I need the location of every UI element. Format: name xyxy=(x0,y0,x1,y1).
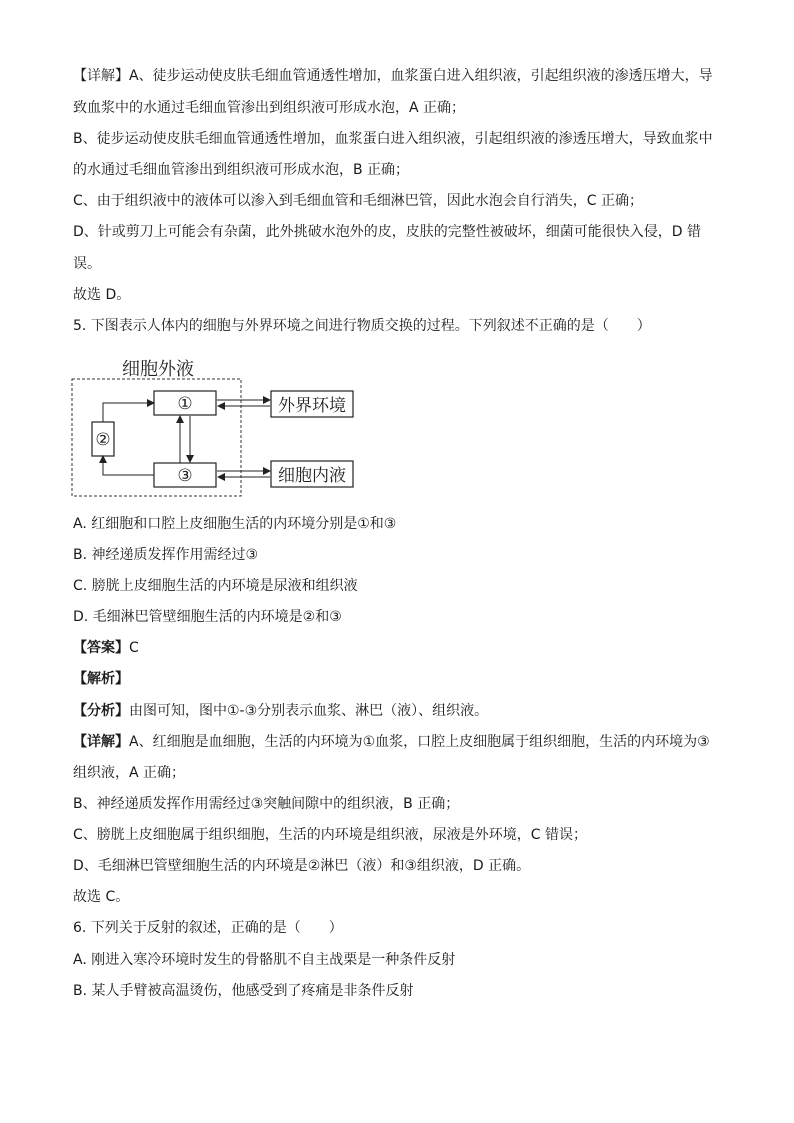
question-5-stem: 5. 下图表示人体内的细胞与外界环境之间进行物质交换的过程。下列叙述不正确的是（ ） xyxy=(73,318,651,334)
plasma-box-label: ① xyxy=(177,394,193,414)
fenxi-line xyxy=(73,701,488,721)
question-6-stem: 6. 下列关于反射的叙述，正确的是（ ） xyxy=(73,920,343,936)
option-c: C. 膀胱上皮细胞生活的内环境是尿液和组织液 xyxy=(73,578,358,594)
xiangjie-text: A、红细胞是血细胞，生活的内环境为①血浆，口腔上皮细胞属于组织细胞，生活的内环境为③ xyxy=(129,734,710,750)
extracellular-fluid-label: 细胞外液 xyxy=(122,359,194,380)
text-line: B、徒步运动使皮肤毛细血管通透性增加，血浆蛋白进入组织液，引起组织液的渗透压增大，导致血浆中 xyxy=(73,131,713,147)
xiangjie-tag: 【详解】 xyxy=(73,734,129,750)
text-line: D、针或剪刀上可能会有杂菌，此外挑破水泡外的皮，皮肤的完整性被破坏，细菌可能很快入侵，D 错 xyxy=(73,224,702,240)
text-line: C、膀胱上皮细胞属于组织细胞，生活的内环境是组织液，尿液是外环境，C 错误； xyxy=(73,827,587,843)
arrow-tissue-to-lymph xyxy=(103,456,154,475)
fenxi-tag: 【分析】 xyxy=(73,703,129,719)
option-a: A. 红细胞和口腔上皮细胞生活的内环境分别是①和③ xyxy=(73,516,397,532)
option-d: D. 毛细淋巴管壁细胞生活的内环境是②和③ xyxy=(73,609,342,625)
lymph-box-label: ② xyxy=(95,430,111,450)
text-line: C、由于组织液中的液体可以渗入到毛细血管和毛细淋巴管，因此水泡会自行消失，C 正确； xyxy=(73,193,643,209)
answer-tag: 【答案】 xyxy=(73,640,129,656)
tissue-fluid-box-label: ③ xyxy=(177,466,193,486)
option-b: B. 某人手臂被高温烫伤，他感受到了疼痛是非条件反射 xyxy=(73,983,414,999)
external-environment-label: 外界环境 xyxy=(278,396,346,416)
analysis-tag: 【解析】 xyxy=(73,671,129,687)
text-line: 故选 C。 xyxy=(73,889,130,905)
option-b: B. 神经递质发挥作用需经过③ xyxy=(73,547,259,563)
text-line: D、毛细淋巴管壁细胞生活的内环境是②淋巴（液）和③组织液，D 正确。 xyxy=(73,858,531,874)
text-line: 故选 D。 xyxy=(73,287,131,303)
exchange-diagram xyxy=(66,355,366,505)
intracellular-fluid-label: 细胞内液 xyxy=(278,466,346,486)
text-line: 【详解】A、徒步运动使皮肤毛细血管通透性增加，血浆蛋白进入组织液，引起组织液的渗透压增大，导 xyxy=(73,68,713,84)
text-line: B、神经递质发挥作用需经过③突触间隙中的组织液，B 正确； xyxy=(73,796,460,812)
text-line: 误。 xyxy=(73,256,101,272)
text-line: 致血浆中的水通过毛细血管渗出到组织液可形成水泡，A 正确； xyxy=(73,100,466,116)
answer-line xyxy=(73,638,139,658)
answer-value: C xyxy=(129,640,139,656)
xiangjie-line xyxy=(73,732,710,752)
text-line: 组织液，A 正确； xyxy=(73,765,186,781)
arrow-lymph-to-plasma xyxy=(103,403,154,422)
text-line: 的水通过毛细血管渗出到组织液可形成水泡，B 正确； xyxy=(73,162,410,178)
fenxi-text: 由图可知，图中①-③分别表示血浆、淋巴（液）、组织液。 xyxy=(129,703,489,719)
option-a: A. 刚进入寒冷环境时发生的骨骼肌不自主战栗是一种条件反射 xyxy=(73,952,456,968)
